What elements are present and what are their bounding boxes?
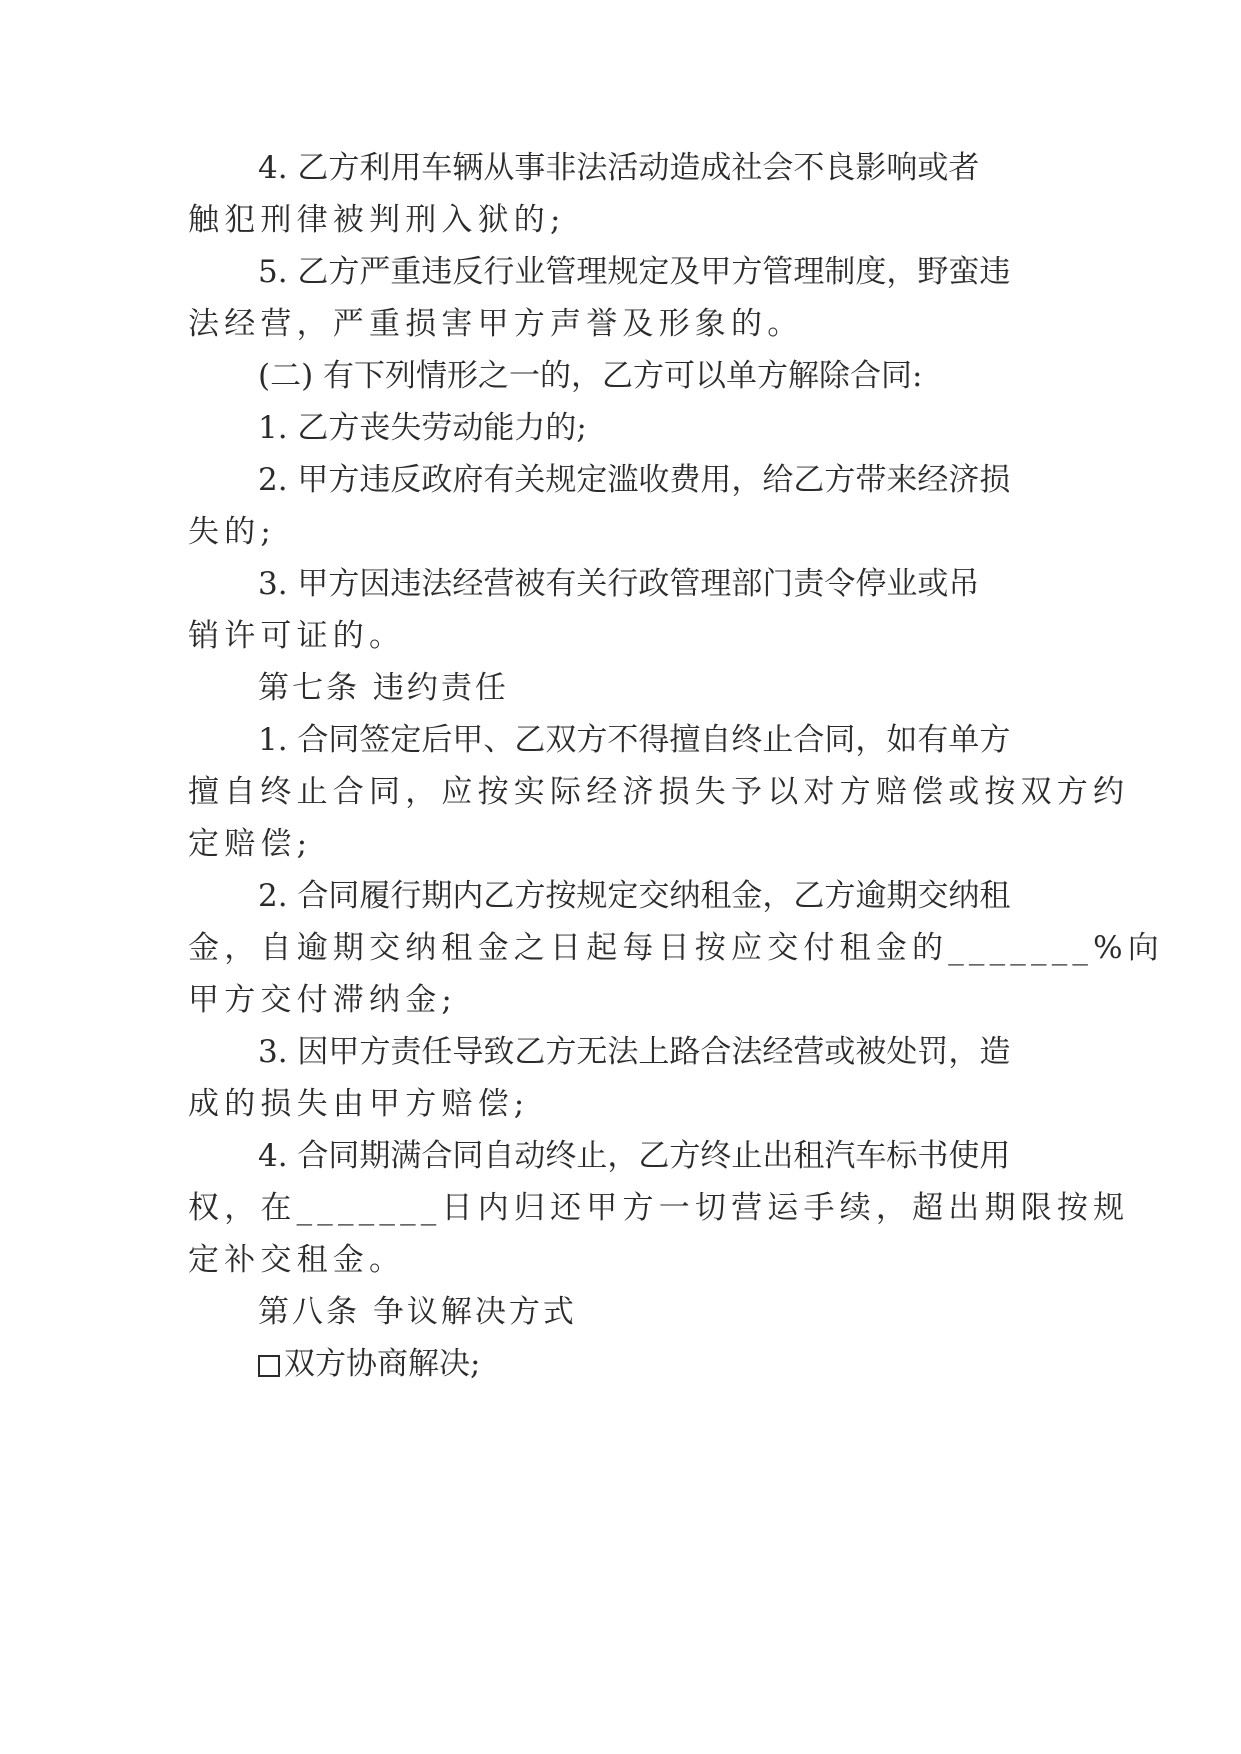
text-line: 销许可证的。 bbox=[188, 618, 406, 654]
text-line: 2. 甲方违反政府有关规定滥收费用，给乙方带来经济损 bbox=[258, 462, 1011, 498]
text-line: 法经营，严重损害甲方声誉及形象的。 bbox=[188, 306, 804, 342]
checkbox-option-label: 双方协商解决; bbox=[284, 1346, 481, 1382]
text-line: 金，自逾期交纳租金之日起每日按应交付租金的_______%向 bbox=[188, 930, 1164, 966]
article-heading: 第七条 违约责任 bbox=[258, 670, 509, 706]
article-heading: 第八条 争议解决方式 bbox=[258, 1294, 577, 1330]
text-line: 1. 乙方丧失劳动能力的; bbox=[258, 410, 587, 446]
text-line: 甲方交付滞纳金; bbox=[188, 982, 458, 1018]
text-line: 4. 乙方利用车辆从事非法活动造成社会不良影响或者 bbox=[258, 150, 980, 186]
section-heading: (二) 有下列情形之一的，乙方可以单方解除合同: bbox=[258, 358, 923, 394]
checkbox-option bbox=[258, 1344, 480, 1384]
empty-checkbox-icon bbox=[258, 1355, 280, 1377]
text-line: 擅自终止合同，应按实际经济损失予以对方赔偿或按双方约 bbox=[188, 774, 1130, 810]
text-line: 2. 合同履行期内乙方按规定交纳租金，乙方逾期交纳租 bbox=[258, 878, 1011, 914]
text-line: 定补交租金。 bbox=[188, 1242, 406, 1278]
text-line: 失的; bbox=[188, 514, 277, 550]
text-line: 定赔偿; bbox=[188, 826, 313, 862]
text-line: 3. 甲方因违法经营被有关行政管理部门责令停业或吊 bbox=[258, 566, 980, 602]
text-line: 1. 合同签定后甲、乙双方不得擅自终止合同，如有单方 bbox=[258, 722, 1011, 758]
text-line: 5. 乙方严重违反行业管理规定及甲方管理制度，野蛮违 bbox=[258, 254, 1011, 290]
text-line: 权，在_______日内归还甲方一切营运手续，超出期限按规 bbox=[188, 1190, 1130, 1226]
text-line: 3. 因甲方责任导致乙方无法上路合法经营或被处罚，造 bbox=[258, 1034, 1011, 1070]
text-line: 触犯刑律被判刑入狱的; bbox=[188, 202, 566, 238]
text-line: 4. 合同期满合同自动终止，乙方终止出租汽车标书使用 bbox=[258, 1138, 1011, 1174]
text-line: 成的损失由甲方赔偿; bbox=[188, 1086, 530, 1122]
